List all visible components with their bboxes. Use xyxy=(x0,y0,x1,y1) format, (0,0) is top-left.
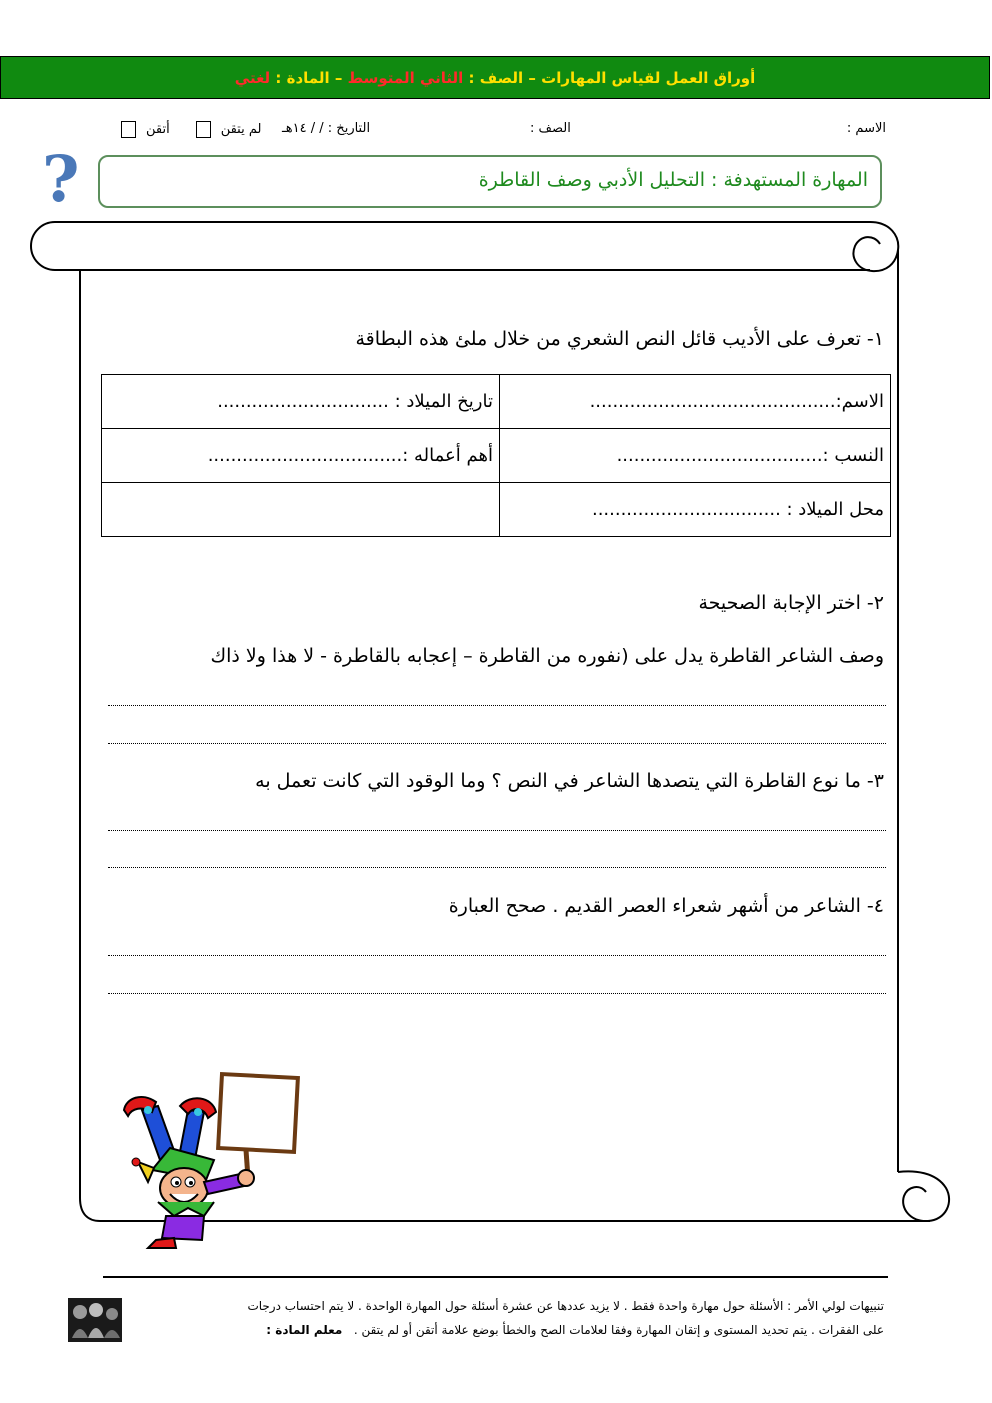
q4-answer-line-2[interactable] xyxy=(108,993,886,994)
bio-lineage-cell[interactable]: النسب :.................................... xyxy=(500,429,891,483)
class-label: الصف : xyxy=(530,121,571,136)
header-part2: – المادة : xyxy=(270,69,348,87)
q4-prompt: ٤- الشاعر من أشهر شعراء العصر القديم . صحح العبارة xyxy=(448,895,884,917)
bio-birthdate-cell[interactable]: تاريخ الميلاد : .............................. xyxy=(102,375,500,429)
teacher-label: معلم المادة : xyxy=(266,1323,343,1337)
bio-birthplace-cell[interactable]: محل الميلاد : ................................. xyxy=(500,483,891,537)
header-grade: الثاني المتوسط xyxy=(347,69,464,87)
header-part1: أوراق العمل لقياس المهارات – الصف : xyxy=(463,69,756,87)
footer-logo-icon xyxy=(68,1298,122,1342)
q1-prompt: ١- تعرف على الأديب قائل النص الشعري من خلال ملئ هذه البطاقة xyxy=(355,328,884,350)
q3-answer-line-2[interactable] xyxy=(108,867,886,868)
footer-note-line2-text: على الفقرات . يتم تحديد المستوى و إتقان المهارة وفقا لعلامات الصح والخطأ بوضع علامة أتقن أو لم يتقن . xyxy=(353,1323,884,1337)
scroll-bottom-curl xyxy=(898,1171,949,1221)
jester-illustration xyxy=(118,1070,303,1250)
footer-note-line1: تنبيهات لولي الأمر : الأسئلة حول مهارة واحدة فقط . لا يزيد عددها عن عشرة أسئلة حول المهارة الواحدة . لا يتم احتساب درجات xyxy=(247,1299,884,1313)
scroll-top-roll xyxy=(31,222,870,270)
q2-prompt: ٢- اختر الإجابة الصحيحة xyxy=(698,592,884,614)
header-subject: لغتي xyxy=(234,69,271,87)
q2-answer-line-1[interactable] xyxy=(108,705,886,706)
q4-answer-line-1[interactable] xyxy=(108,955,886,956)
bio-card-table xyxy=(101,374,891,537)
name-label: الاسم : xyxy=(846,121,886,136)
bio-empty-cell xyxy=(102,483,500,537)
bio-works-cell[interactable]: أهم أعماله :.................................. xyxy=(102,429,500,483)
mastered-label: أتقن xyxy=(146,122,170,137)
q2-statement: وصف الشاعر القاطرة يدل على (نفوره من القاطرة – إعجابه بالقاطرة - لا هذا ولا ذاك xyxy=(210,645,884,667)
q3-answer-line-1[interactable] xyxy=(108,830,886,831)
date-label: التاريخ : / / ١٤هـ xyxy=(282,121,371,136)
bio-name-cell[interactable]: الاسم:........................................... xyxy=(500,375,891,429)
q3-prompt: ٣- ما نوع القاطرة التي يتصدها الشاعر في النص ؟ وما الوقود التي كانت تعمل به xyxy=(255,770,884,792)
footer-note-line2 xyxy=(266,1323,884,1337)
scroll-top-curl xyxy=(854,222,899,271)
q2-answer-line-2[interactable] xyxy=(108,743,886,744)
not-mastered-label: لم يتقن xyxy=(220,122,262,137)
blank-sign xyxy=(218,1074,298,1152)
question-mark-icon: ? xyxy=(42,142,80,217)
footer-divider xyxy=(103,1276,888,1278)
skill-title: المهارة المستهدفة : التحليل الأدبي وصف القاطرة xyxy=(478,169,868,191)
